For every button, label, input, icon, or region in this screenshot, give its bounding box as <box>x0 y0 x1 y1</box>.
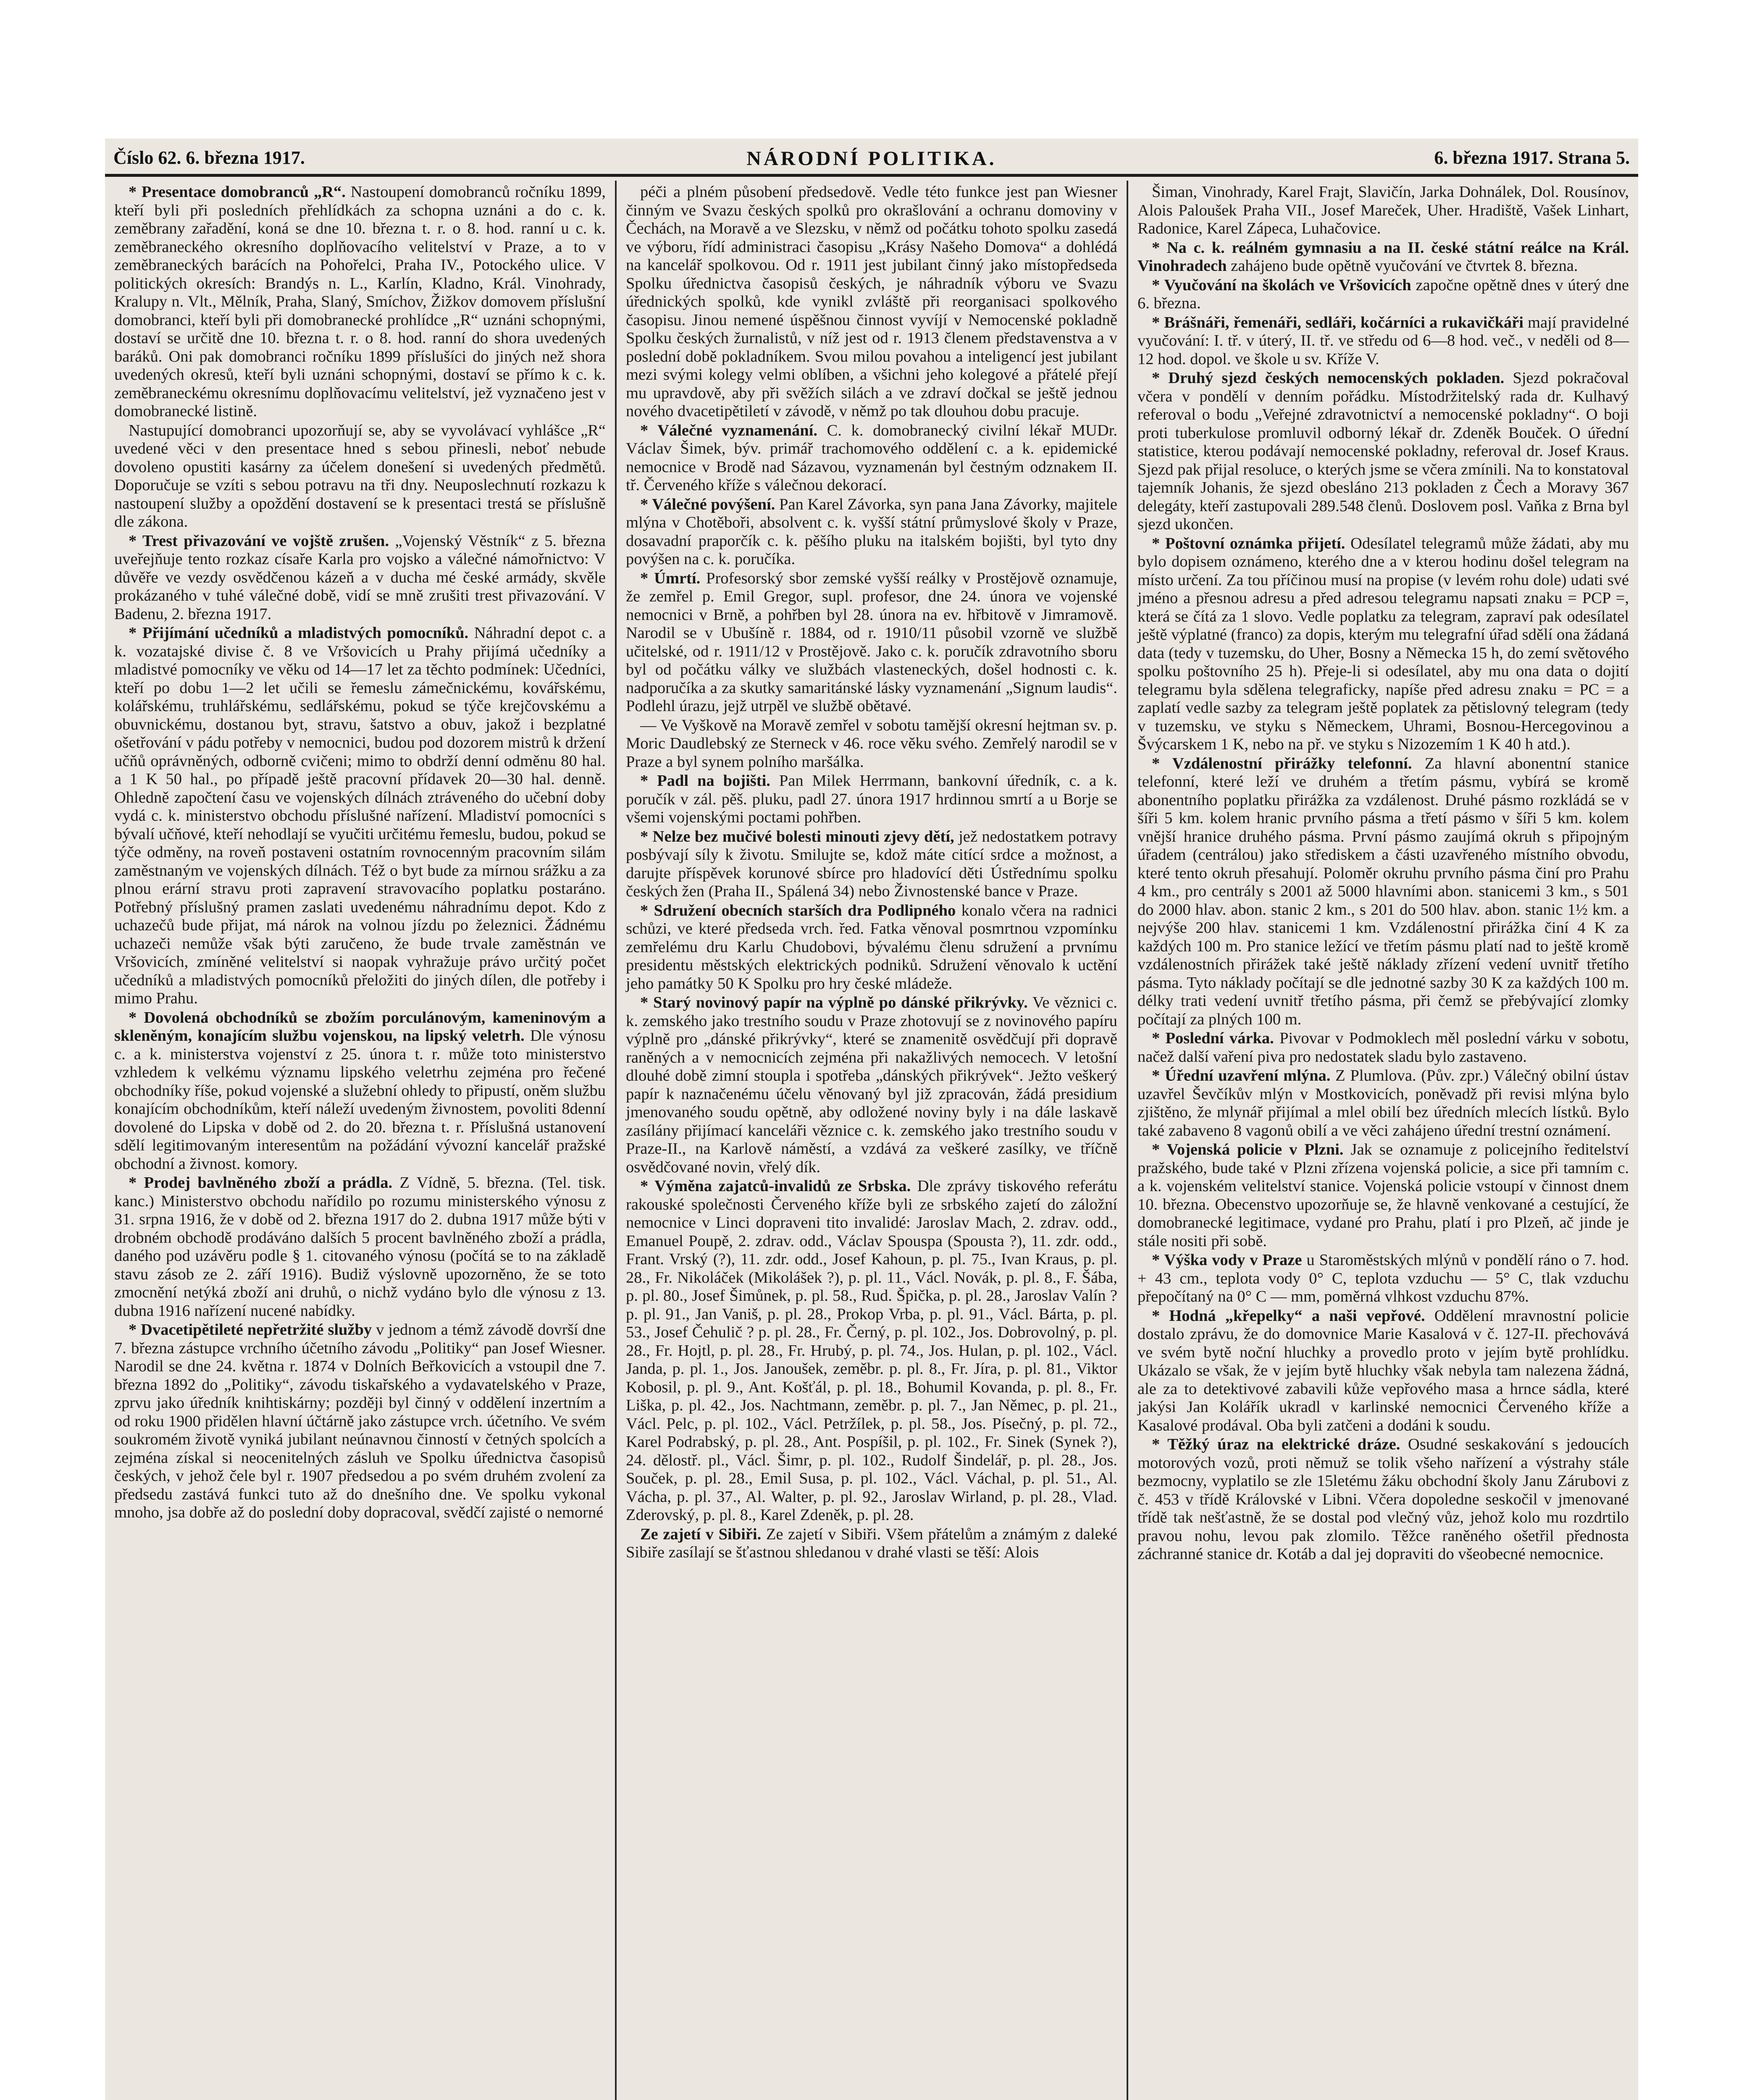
news-item-headline: * Úmrtí. <box>640 569 701 587</box>
news-item-body: Dle zprávy tiskového referátu rakouské společnosti Červeného kříže byli ze srbského zajetí do záložní nemocnice v Linci dopraveni tito invalidé: Jaroslav Mach, 2. zdrav. odd., Emanuel Poupě, 2. zdrav. odd., Václav Spouspa (Spousta ?), 11. zdr. odd., Frant. Vrský (?), 11. zdr. odd., Josef Kahoun, p. pl. 75., Ivan Kraus, p. pl. 28., Fr. Nikoláček (Mikolášek ?), p. pl. 11., Václ. Novák, p. pl. 8., F. Šába, p. pl. 80., Josef Šimůnek, p. pl. 58., Rud. Špička, p. pl. 28., Jaroslav Valín ? p. pl. 91., Jan Vaniš, p. pl. 28., Prokop Vrba, p. pl. 91., Václ. Bárta, p. pl. 53., Josef Čehulič ? p. pl. 28., Fr. Černý, p. pl. 102., Jos. Dobrovolný, p. pl. 28., Fr. Hojtl, p. pl. 28., Fr. Hrubý, p. pl. 74., Jos. Hulan, p. pl. 102., Václ. Janda, p. pl. 1., Jos. Janoušek, zeměbr. p. pl. 8., Fr. Jíra, p. pl. 81., Viktor Kobosil, p. pl. 9., Ant. Košťál, p. pl. 18., Bohumil Kovanda, p. pl. 8., Fr. Liška, p. pl. 42., Jos. Nachtmann, zeměbr. p. pl. 7., Jan Němec, p. pl. 21., Václ. Pelc, p. pl. 102., Václ. Petržílek, p. pl. 58., Jos. Písečný, p. pl. 72., Karel Podrabský, p. pl. 28., Ant. Pospíšil, p. pl. 102., Fr. Sinek (Synek ?), 24. dělostř. pl., Václ. Šimr, p. pl. 102., Rudolf Šindelář, p. pl. 28., Jos. Souček, p. pl. 28., Emil Susa, p. pl. 102., Václ. Váchal, p. pl. 51., Al. Vácha, p. pl. 37., Al. Walter, p. pl. 92., Jaroslav Wirland, p. pl. 28., Vlad. Zderovský, p. pl. 8., Karel Zdeněk, p. pl. 28. <box>626 1177 1117 1524</box>
news-item-headline: * Přijímání učedníků a mladistvých pomocníků. <box>129 624 469 642</box>
news-item-headline: * Nelze bez mučivé bolesti minouti zjevy dětí, <box>640 827 954 845</box>
column-2 <box>615 181 1127 2100</box>
news-item <box>1137 755 1629 1029</box>
news-item <box>1137 1307 1629 1435</box>
news-item <box>114 1009 606 1173</box>
news-item <box>626 772 1117 827</box>
news-item-body: Z Vídně, 5. března. (Tel. tisk. kanc.) Ministerstvo obchodu nařídilo po rozumu ministerského výnosu z 31. srpna 1916, že v době od 2. března 1917 do 2. dubna 1917 může býti v drobném obchodě prodáváno dalších 5 procent bavlněného zboží a prádla, daného pod uzávěru podle § 1. citovaného výnosu (počítá se to na základě stavu zásob ze 2. září 1916). Budiž výslovně upozorněno, že se toto zmocnění netýká zboží ani druhů, o nichž vydáno bylo dle výnosu z 13. dubna 1916 nařízení nucené nabídky. <box>114 1174 606 1320</box>
news-item <box>1137 1029 1629 1066</box>
news-item-body: započne opětně dnes v úterý dne 6. března. <box>1137 276 1629 312</box>
issue-date-left: Číslo 62. 6. března 1917. <box>113 147 305 168</box>
news-item-headline: * Na c. k. reálném gymnasiu a na II. české státní reálce na Král. Vinohradech <box>1137 239 1629 275</box>
news-item <box>1137 1251 1629 1306</box>
news-item-body: v jednom a témž závodě dovrší dne 7. března zástupce vrchního účetního závodu „Politiky“ pan Josef Wiesner. Narodil se dne 24. května r. 1874 v Dolních Beřkovicích a vstoupil dne 7. března 1892 do „Politiky“, závodu tiskařského a vydavatelského v Praze, zprvu jako úředník knihtiskárny; později byl činný v oddělení inzertním a od roku 1900 přidělen hlavní účtárně jako zástupce vrch. účetního. Ve svém soukromém životě vyniká jubilant neúnavnou činností v četných spolcích a zejména získal si neocenitelných zásluh ve Spolku úřednictva časopisů českých, v jehož čele byl r. 1907 předsedou a po svém druhém zvolení za předsedu zastává funkci tuto až do dnešního dne. Ve spolku vykonal mnoho, jsa dobře až do poslední doby dopracoval, svědčí zajisté o nemorné <box>114 1321 606 1521</box>
news-item-headline: * Padl na bojišti. <box>640 772 770 790</box>
news-item-headline: * Trest přivazování ve vojště zrušen. <box>129 532 389 550</box>
news-item-body: C. k. domobranecký civilní lékař MUDr. Václav Šimek, býv. primář trachomového oddělení c. a k. epidemické nemocnice v Brodě nad Sázavou, vyznamenán byl čestným odznakem II. tř. Červeného kříže s válečnou dekorací. <box>626 421 1117 494</box>
news-item-headline: * Sdružení obecních starších dra Podlipného <box>640 901 956 919</box>
news-item-body: Ve věznici c. k. zemského jako trestního soudu v Praze zhotovují se z novinového papíru výplně pro „dánské přikrývky“, které se znamenitě osvědčují při dopravě raněných a v nemocnicích zejména při nakažlivých nemocech. V letošní dlouhé době zimní stoupla i spotřeba „dánských přikrývek“. Ježto veškerý papír k naznačenému účelu věnovaný byl již zpracován, žádá presidium jmenovaného soudu opětně, aby odložené noviny byly i na dále laskavě zasílány přijímací kanceláři věznice c. k. zemského jako trestního soudu v Praze-II., na Karlově náměstí, a vzdává za veškeré zasílky, ve tříčně osvědčované novin, vřelý dík. <box>626 994 1117 1176</box>
news-item-headline: * Poslední várka. <box>1152 1029 1274 1047</box>
news-item-headline: * Válečné vyznamenání. <box>640 421 817 439</box>
news-item-body: u Staroměstských mlýnů v pondělí ráno o 7. hod. + 43 cm., teplota vody 0° C, teplota vzduchu — 5° C, tlak vzduchu přepočítaný na 0° C — mm, poměrná vlhkost vzduchu 87%. <box>1137 1251 1629 1305</box>
news-item <box>114 532 606 624</box>
news-item <box>626 717 1117 772</box>
news-item-headline: * Výměna zajatců-invalidů ze Srbska. <box>640 1177 911 1195</box>
news-item <box>626 570 1117 716</box>
news-item-headline: * Poštovní oznámka přijetí. <box>1152 534 1345 552</box>
news-item-body: Profesorský sbor zemské vyšší reálky v Prostějově oznamuje, že zemřel p. Emil Gregor, supl. profesor, dne 24. února ve vojenské nemocnici v Brně, a pohřben byl 28. února na ev. hřbitově v Jimramově. Narodil se v Ubušíně r. 1884, od r. 1910/11 působil vzorně ve službě učitelské, od r. 1911/12 v Prostějově. Jako c. k. poručík zdravotního sboru byl od počátku války ve službách vlasteneckých, došel hodnosti c. k. nadporučíka a za skutky samaritánské lásky vyznamenání „Signum laudis“. Podlehl úrazu, jejž utrpěl ve službě obětavé. <box>626 569 1118 715</box>
news-item-body: zahájeno bude opětně vyučování ve čtvrtek 8. března. <box>1231 257 1578 275</box>
news-item-body: Pan Karel Závorka, syn pana Jana Závorky, majitele mlýna v Chotěboři, absolvent c. k. vyšší státní průmyslové školy v Praze, dosavadní praporčík c. k. pěšího pluku na italském bojišti, byl tyto dny povýšen na c. k. poručíka. <box>626 495 1117 568</box>
news-item-body: Náhradní depot c. a k. vozatajské divise č. 8 ve Vršovicích u Prahy přijímá učedníky a mladistvé pomocníky ve věku od 14—17 let za těchto podmínek: Učedníci, kteří po dobu 1—2 let učili se řemeslu zámečnickému, kovářskému, kolářskému, truhlářskému, sedlářskému, pokud se týče krejčovskému a obuvnickému, dostanou byt, stravu, šatstvo a obuv, jakož i bezplatné ošetřování v pádu potřeby v nemocnici, budou pod dozorem mistrů k držení učňů oprávněných, odborně cvičeni; mimo to obdrží denní odměnu 80 hal. a 1 K 50 hal., po případě ještě pracovní přídavek 20—30 hal. denně. Ohledně započtení času ve vojenských dílnách ztráveného do učební doby vydá c. k. ministerstvo obchodu příslušné nařízení. Mladiství pomocníci s bývalí učňové, kteří nehodlají se vyučiti určitému řemeslu, budou, pokud se týče odměny, na roveň postaveni ostatním rovnocenným pracovním silám zaměstnaným ve vojenských dílnách. Též o byt bude za mírnou srážku a za plnou erární stravu proti zapravení stravovacího poplatku postaráno. Potřebný příslušný pramen zaslati uvedenému náhradnímu depot. Kdo z uchazečů bude přijat, má nárok na volnou jízdu po železnici. Žádnému uchazeči nemůže však býti zaručeno, že bude trvale zaměstnán ve Vršovicích, zmíněné velitelství si naopak vyhražuje právo určitý počet učedníků a mladistvých pomocníků přeložiti do jiných dílen, dle potřeby i mimo Prahu. <box>114 624 606 1007</box>
news-item <box>626 496 1117 569</box>
news-item-body: „Vojenský Věstník“ z 5. března uveřejňuje tento rozkaz císaře Karla pro vojsko a válečné námořnictvo: V důvěře ve vezdy osvědčenou kázeň a v ducha mé české armády, skvěle prokázaného v tuhé válečné době, vidí se mně zrušiti trest přivazování. V Badenu, 2. března 1917. <box>114 532 606 623</box>
news-item-headline: Ze zajetí v Sibiři. <box>640 1525 762 1543</box>
news-item-headline: * Úřední uzavření mlýna. <box>1152 1067 1331 1084</box>
news-item <box>114 1174 606 1320</box>
column-1 <box>105 181 615 2100</box>
news-item <box>1137 314 1629 369</box>
news-item <box>1137 183 1629 238</box>
news-item-headline: * Válečné povýšení. <box>640 495 775 513</box>
running-head <box>105 139 1638 177</box>
news-item <box>1137 1141 1629 1250</box>
news-item-headline: * Brášnáři, řemenáři, sedláři, kočárníci a rukavičkáři <box>1152 313 1524 331</box>
news-item-headline: * Prodej bavlněného zboží a prádla. <box>129 1174 393 1192</box>
news-item <box>626 422 1117 495</box>
news-item-headline: * Těžký úraz na elektrické dráze. <box>1152 1436 1400 1453</box>
news-item-headline: * Druhý sjezd českých nemocenských pokladen. <box>1152 369 1505 387</box>
news-item-headline: * Vzdálenostní přirážky telefonní. <box>1152 754 1412 772</box>
news-item-body: Odesílatel telegramů může žádati, aby mu bylo dopisem oznámeno, kterého dne a v kterou hodinu došel telegram na místo určení. Za tou příčinou musí na propise (v levém rohu dole) udati své jméno a přesnou adresu a před adresou telegramu napsati znaku = PCP =, která se čítá za 1 slovo. Vedle poplatku za telegram, zapraví pak odesílatel ještě výplatné (franco) za dopis, kterým mu telegrafní úřad sdělí ona žádaná data (tedy v tuzemsku, do Uher, Bosny a Německa 15 h, do zemí světového spolku poštovního 25 h). Přeje-li si odesílatel, aby mu ona data o dojití telegramu byla sdělena telegraficky, napíše před adresu znaku = PC = a zaplatí vedle sazby za telegram ještě poplatek za pětislovný telegram (tedy v tuzemsku, ve styku s Německem, Uhrami, Bosnou-Hercegovinou a Švýcarskem 1 K, nebo na př. ve styku s Nizozemím 1 K 40 h atd.). <box>1137 534 1629 753</box>
news-item-body: Jak se oznamuje z policejního ředitelství pražského, bude také v Plzni zřízena vojenská policie, a sice při tamním c. a k. vojenském velitelství stanice. Vojenská policie vstoupí v činnost dnem 10. března. Obecenstvo upozorňuje se, že hlavně venkované a cestující, že domobranecké legitimace, vydané pro Prahu, platí i pro Plzeň, ač jinde je stále nositi při sobě. <box>1137 1141 1629 1250</box>
news-item <box>1137 1436 1629 1564</box>
news-item-body: Dle výnosu c. a k. ministerstva vojenství z 25. února t. r. může toto ministerstvo vzhledem k velkému významu lipského veletrhu zejména pro řečené obchodníky říše, pokud vojenské a služební ohledy to připustí, oněm službu konajícím obchodníkům, kteří náleží uvedeným živnostem, povoliti 8denní dovolené do Lipska v době od 2. do 20. března t. r. Příslušná ustanovení sdělí legitimovaným interesentům na požádání vývozní kancelář pražské obchodní a živnost. komory. <box>114 1027 606 1173</box>
news-item-body: Osudné seskakování s jedoucích motorových vozů, proti němuž se tolik všeho nařízení a výstrahy stále bezmocny, vyplatilo se zle 15letému žáku obchodní školy Janu Zárubovi z č. 453 v třídě Královské v Libni. Včera dopoledne seskočil v jmenované třídě tak nešťastně, že se dostal pod vlečný vůz, jehož kolo mu rozdrtilo pravou nohu, levou pak zlomilo. Těžce raněného ošetřil přednosta záchranné stanice dr. Kotáb a dal jej dopraviti do všeobecné nemocnice. <box>1137 1436 1629 1563</box>
news-item-body: Pivovar v Podmoklech měl poslední várku v sobotu, načež další vaření piva pro nedostatek sladu bylo zastaveno. <box>1137 1029 1629 1066</box>
news-item <box>626 994 1117 1176</box>
news-item-body: Oddělení mravnostní policie dostalo zprávu, že do domovnice Marie Kasalová v č. 127-II. přechovává ve svém bytě noční hluchky a provedlo proto v jejím bytě prohlídku. Ukázalo se však, že v jejím bytě hluchky však nebyla tam nalezena žádná, ale za to detektivové zabavili kůže vepřového masa a hrnce sádla, které jakýsi Jan Kolářík ukradl v karlinské nemocnici Červeného kříže a Kasalové prodával. Oba byli zatčeni a dodáni k soudu. <box>1137 1307 1629 1434</box>
news-item <box>1137 535 1629 754</box>
news-item <box>626 1177 1117 1525</box>
news-item-body: Z Plumlova. (Pův. zpr.) Válečný obilní ústav uzavřel Ševčíkův mlýn v Mostkovicích, poněvadž při revisi mlýna bylo zjištěno, že mlynář přijímal a mlel obilí bez úředních mlecích lístků. Bylo také zabaveno 8 vagonů obilí a ve věci zahájeno úřední trestní oznámení. <box>1137 1067 1629 1139</box>
news-item-body: mají pravidelné vyučování: I. tř. v úterý, II. tř. ve středu od 6—8 hod. več., v neděli od 8—12 hod. dopol. ve škole u sv. Kříže V. <box>1137 313 1629 368</box>
news-item-headline: * Vojenská policie v Plzni. <box>1152 1141 1344 1158</box>
news-item-body: jež nedostatkem potravy posbývají síly k životu. Smilujte se, kdož máte citící srdce a možnost, a darujte příspěvek korunové sbírce pro hladovící děti Ústřednímu spolku českých žen (Praha II., Spálená 34) nebo Živnostenské bance v Praze. <box>626 827 1117 900</box>
news-item-body: konalo včera na radnici schůzi, ve které předseda vrch. řed. Fatka věnoval posmrtnou vzpomínku zemřelému dru Karlu Chudobovi, bývalému členu sdružení a prvnímu presidentu městských elektrických podniků. Sdružení věnovalo k uctění jeho památky 50 K Spolku pro hry české mládeže. <box>626 901 1117 992</box>
news-item <box>1137 276 1629 313</box>
news-item-headline: * Dovolená obchodníků se zbožím porculánovým, kameninovým a skleněným, konajícím službu vojenskou, na lipský veletrh. <box>114 1008 606 1045</box>
news-item-body: péči a plném působení předsedově. Vedle této funkce jest pan Wiesner činným ve Svazu českých spolků pro okrašlování a ochranu domoviny v Čechách, na Moravě a ve Slezsku, v němž od počátku tohoto spolku zasedá ve výboru, řídí administraci časopisu „Krásy Našeho Domova“ a dohlédá na kancelář spolkovou. Od r. 1911 jest jubilant činný jako místopředseda Spolku úřednictva časopisů českých, je náhradník výboru ve Svazu úřednických spolků, kde vynikl zvláště při reorganisaci spolkového časopisu. Jinou nemené úspěšnou činnost vyvíjí v Nemocenské pokladně Spolku českých žurnalistů, v níž jest od r. 1913 členem představenstva a v poslední době pokladníkem. Svou milou povahou a inteligencí jest jubilant mezi svými kolegy velmi oblíben, a všichni jeho kolegové a přátelé přejí mu upravdově, aby při svěžích silách a ve zdraví dočkal se ještě jednou nového dvacetipětiletí v závodě, v němž po tak dlouhou dobu pracuje. <box>626 183 1117 420</box>
news-item <box>626 183 1117 421</box>
news-item-body: — Ve Vyškově na Moravě zemřel v sobotu tamější okresní hejtman sv. p. Moric Daudlebský ze Sterneck v 46. roce věku svého. Zemřelý narodil se v Praze a byl synem polního maršálka. <box>626 716 1117 771</box>
news-item <box>114 1321 606 1522</box>
news-item <box>1137 369 1629 534</box>
news-item <box>114 422 606 531</box>
news-item-body: Sjezd pokračoval včera v pondělí v denním pořádku. Místodržitelský rada dr. Kulhavý referoval o bodu „Veřejné zdravotnictví a nemocenské pokladny“. O boji proti tuberkulose promluvil odborný lékař dr. Zdeněk Bouček. O úřední statistice, kterou podávají nemocenské pokladny, referoval dr. Josef Kraus. Sjezd pak přijal resoluce, o kterých jsme se včera zmínili. Na to konstatoval tajemník Johanis, že sjezd obesláno 213 pokladen z Čech a Moravy 367 delegáty, kteří zastupovali 289.548 členů. Doslovem posl. Vaňka z Brna byl sjezd ukončen. <box>1137 369 1629 533</box>
news-item <box>1137 1067 1629 1140</box>
news-item-headline: * Vyučování na školách ve Vršovicích <box>1152 276 1411 294</box>
news-item <box>114 183 606 421</box>
article-columns <box>105 181 1638 2100</box>
news-item <box>626 902 1117 993</box>
news-item-headline: * Hodná „křepelky“ a naši vepřové. <box>1152 1307 1425 1325</box>
news-item <box>114 624 606 1008</box>
news-item <box>626 1525 1117 1562</box>
news-item-headline: * Výška vody v Praze <box>1152 1251 1302 1269</box>
news-item-headline: * Starý novinový papír na výplně po dánské přikrývky. <box>640 994 1028 1011</box>
news-item <box>626 828 1117 901</box>
newspaper-page <box>105 139 1638 2100</box>
news-item-body: Ze zajetí v Sibiři. Všem přátelům a známým z daleké Sibiře zasílají se šťastnou shledanou v drahé vlasti se těší: Alois <box>626 1525 1118 1561</box>
news-item-headline: * Presentace domobranců „R“. <box>129 183 346 201</box>
news-item-body: Nastoupení domobranců ročníku 1899, kteří byli při posledních přehlídkách za schopna uznáni a do c. k. zeměbrany zařadění, koná se dne 10. března t. r. o 8. hod. ranní u c. k. zeměbraneckého okresního doplňovacího velitelství v Praze, a to v zeměbraneckých barácích na Pohořelci, Praha IV., Potockého ulice. V politických okresích: Brandýs n. L., Karlín, Kladno, Král. Vinohrady, Kralupy n. Vlt., Mělník, Praha, Slaný, Smíchov, Žižkov domovem příslušní domobranci, kteří byli při domobranecké prohlídce „R“ uznáni schopnými, dostaví se určitě dne 10. března t. r. o 8. hod. ranní do shora uvedených baráků. Oni pak domobranci ročníku 1899 příslušíci do jiných než shora uvedených okresů, kteří byli uznáni schopnými, dostaví se přímo k c. k. zeměbraneckému okresnímu doplňovacímu velitelství, jež vyznačeno jest v domobranecké listině. <box>114 183 606 420</box>
news-item-body: Za hlavní abonentní stanice telefonní, které leží ve druhém a třetím pásmu, vybírá se kromě abonentního poplatku přirážka za vzdálenost. Druhé pásmo rozkládá se v šíři 5 km. kolem hranic prvního pásma a třetí pásmo v šíři 5 km. kolem vnější hranice druhého pásma. První pásmo zaujímá okruh s připojným úřadem (centrálou) jako střediskem a části uzavřeného místního obvodu, které tento okruh přesahují. Poloměr okruhu prvního pásma činí pro Prahu 4 km., pro centrály s 2001 až 5000 hlavními abon. stanicemi 3 km., s 501 do 2000 hlav. abon. stanic 2 km., s 201 do 500 hlav. abon. stanic 1½ km. a nejvýše 200 hlav. stanicemi 1 km. Vzdálenostní přirážka činí 4 K za každých 100 m. Pro stanice ležící ve třetím pásmu platí nad to ještě kromě vzdálenostních přirážek také ještě náklady zřízení vedení uvnitř třetího pásma. Tyto náklady počítají se dle jednotné sazby 30 K za každých 100 m. délky trati vedení uvnitř třetího pásma, při čemž se přebývající zlomky počítají za plných 100 m. <box>1137 754 1629 1028</box>
page-number-right: 6. března 1917. Strana 5. <box>1434 147 1630 168</box>
news-item-headline: * Dvacetipětileté nepřetržité služby <box>129 1321 372 1339</box>
news-item-body: Pan Milek Herrmann, bankovní úředník, c. a k. poručík v zál. pěš. pluku, padl 27. února 1917 hrdinnou smrtí a u Borje se všemi vojenskými poctami pohřben. <box>626 772 1117 826</box>
news-item <box>1137 239 1629 276</box>
news-item-body: Šiman, Vinohrady, Karel Frajt, Slavičín, Jarka Dohnálek, Dol. Rousínov, Alois Paloušek Praha VII., Josef Mareček, Uher. Hradiště, Vašek Linhart, Radonice, Karel Zápeca, Luhačovice. <box>1137 183 1629 237</box>
masthead-title: NÁRODNÍ POLITIKA. <box>746 147 997 170</box>
news-item-body: Nastupující domobranci upozorňují se, aby se vyvolávací vyhlášce „R“ uvedené věci v den presentace hned s sebou přinesli, neboť nebude dovoleno opustiti kasárny za účelem donešení si uvedených předmětů. Doporučuje se vzíti s sebou potravu na tři dny. Neuposlechnutí rozkazu k nastoupení služby a opoždění dostavení se k presentaci trestá se příslušně dle zákona. <box>114 421 606 530</box>
column-3 <box>1127 181 1638 2100</box>
